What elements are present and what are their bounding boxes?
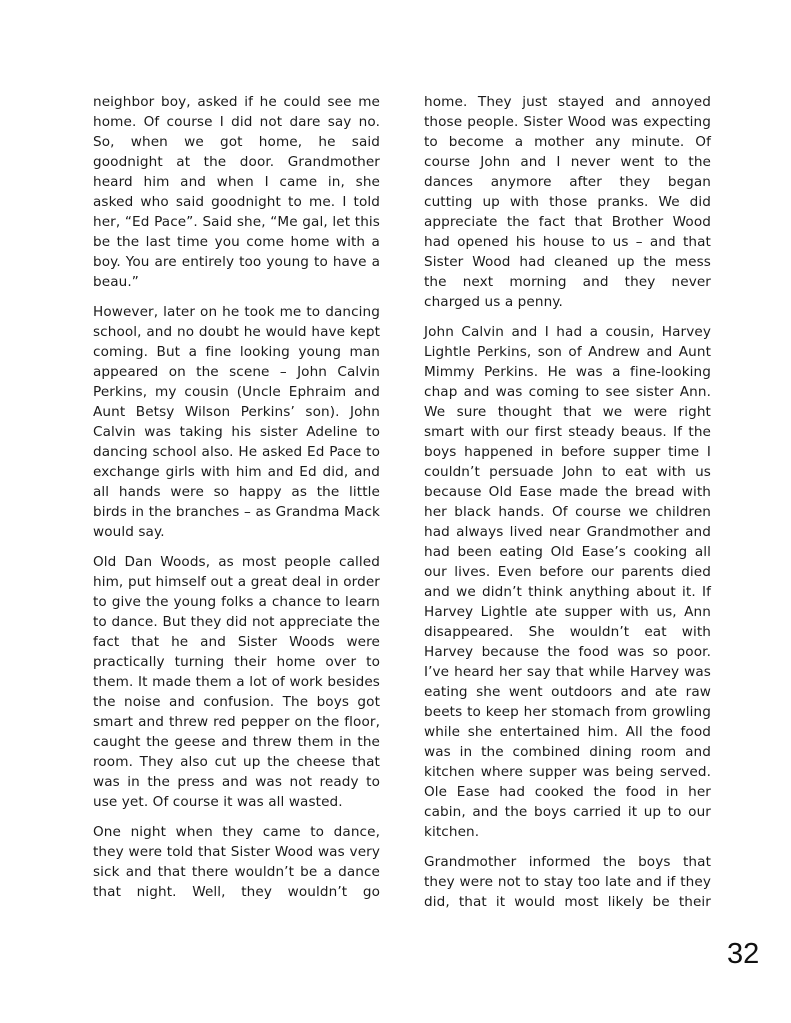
paragraph: home. They just stayed and annoyed those people. Sister Wood was expecting to become a mother any minute. Of course John and I never went to the dances anymore after they began cutting up with those pranks. We did appreciate the fact that Brother Wood had opened his house to us – and that Sister Wood had cleaned up the mess the next morning and they never charged us a penny.: [424, 94, 711, 310]
paragraph: One night when they came to dance, they were told that Sister Wood was very sick and that there wouldn’t be a dance that night. Well, they wouldn’t go: [93, 824, 380, 900]
left-column: [93, 92, 380, 912]
paragraph: Old Dan Woods, as most people called him, put himself out a great deal in order to give the young folks a chance to learn to dance. But they did not appreciate the fact that he and Sister Woods were practically turning their home over to them. It made them a lot of work besides the noise and confusion. The boys got smart and threw red pepper on the floor, caught the geese and threw them in the room. They also cut up the cheese that was in the press and was not ready to use yet. Of course it was all wasted.: [93, 554, 380, 810]
paragraph: However, later on he took me to dancing school, and no doubt he would have kept coming. But a fine looking young man appeared on the scene – John Calvin Perkins, my cousin (Uncle Ephraim and Aunt Betsy Wilson Perkins’ son). John Calvin was taking his sister Adeline to dancing school also. He asked Ed Pace to exchange girls with him and Ed did, and all hands were so happy as the little birds in the branches – as Grandma Mack would say.: [93, 304, 380, 540]
paragraph: Grandmother informed the boys that they were not to stay too late and if they did, that it would most likely be their: [424, 854, 711, 910]
right-column: [424, 92, 711, 922]
paragraph: neighbor boy, asked if he could see me home. Of course I did not dare say no. So, when we got home, he said goodnight at the door. Grandmother heard him and when I came in, she asked who said goodnight to me. I told her, “Ed Pace”. Said she, “Me gal, let this be the last time you come home with a boy. You are entirely too young to have a beau.”: [93, 94, 380, 290]
page-number: 32: [727, 938, 760, 970]
paragraph: John Calvin and I had a cousin, Harvey Lightle Perkins, son of Andrew and Aunt Mimmy Perkins. He was a fine-looking chap and was coming to see sister Ann. We sure thought that we were right smart with our first steady beaus. If the boys happened in before supper time I couldn’t persuade John to eat with us because Old Ease made the bread with her black hands. Of course we children had always lived near Grandmother and had been eating Old Ease’s cooking all our lives. Even before our parents died and we didn’t think anything about it. If Harvey Lightle ate supper with us, Ann disappeared. She wouldn’t eat with Harvey because the food was so poor. I’ve heard her say that while Harvey was eating she went outdoors and ate raw beets to keep her stomach from growling while she entertained him. All the food was in the combined dining room and kitchen where supper was being served. Ole Ease had cooked the food in her cabin, and the boys carried it up to our kitchen.: [424, 324, 711, 840]
